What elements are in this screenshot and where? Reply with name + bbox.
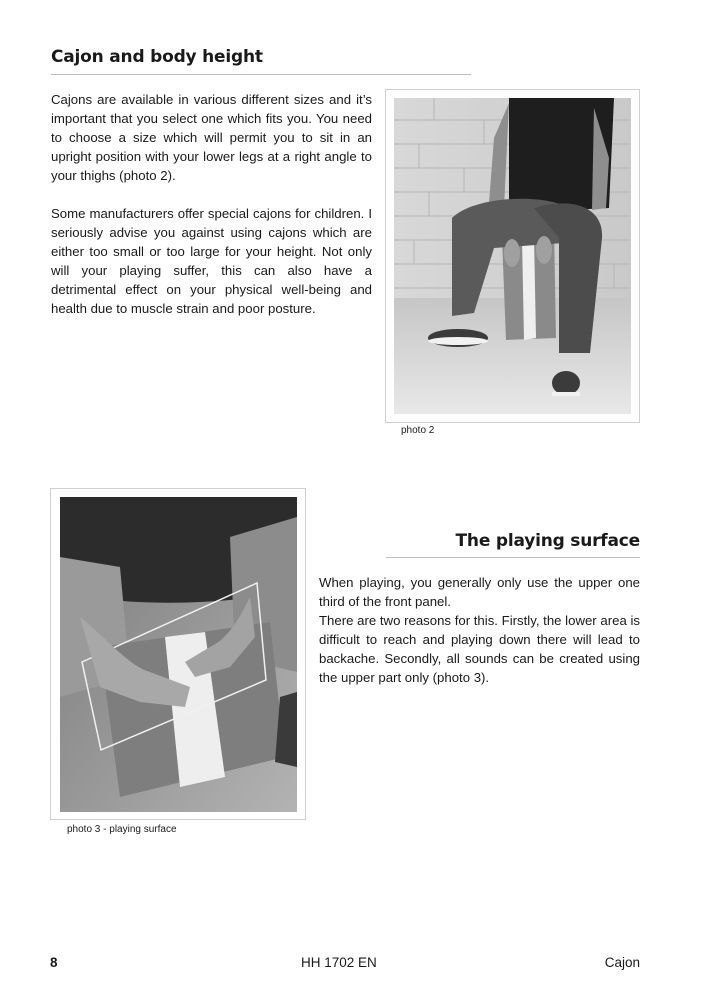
section-title-playing-surface: The playing surface bbox=[455, 531, 640, 551]
page-number: 8 bbox=[50, 955, 58, 970]
body-height-paragraph-1: Cajons are available in various different sizes and it’s important that you select one which fits you. You need to choose a size which will permit you to sit in an upright position with your lower legs at a right angle to your thighs (photo 2). bbox=[51, 92, 372, 183]
catalog-code: HH 1702 EN bbox=[301, 955, 377, 970]
body-height-paragraph-2: Some manufacturers offer special cajons for children. I seriously advise you against using cajons which are either too small or too large for your height. Not only will your playing suffer, this can also have a detrimental effect on your physical well-being and health due to muscle strain and poor posture. bbox=[51, 206, 372, 316]
photo-2-caption: photo 2 bbox=[401, 425, 435, 436]
photo-2-seated-player-image bbox=[394, 98, 631, 414]
title-underline-2 bbox=[386, 557, 640, 558]
section-title-body-height: Cajon and body height bbox=[51, 47, 263, 67]
playing-surface-paragraph-2: There are two reasons for this. Firstly, the lower area is difficult to reach and playing down there will lead to backache. Secondly, all sounds can be created using the upper part only (photo 3). bbox=[319, 613, 640, 685]
photo-2-frame bbox=[385, 89, 640, 423]
playing-surface-paragraph-1: When playing, you generally only use the upper one third of the front panel. bbox=[319, 575, 640, 609]
photo-3-frame bbox=[50, 488, 306, 820]
title-underline bbox=[51, 74, 471, 75]
book-title: Cajon bbox=[604, 955, 640, 970]
photo-3-caption: photo 3 - playing surface bbox=[67, 824, 177, 835]
photo-3-playing-surface-image bbox=[60, 497, 297, 812]
